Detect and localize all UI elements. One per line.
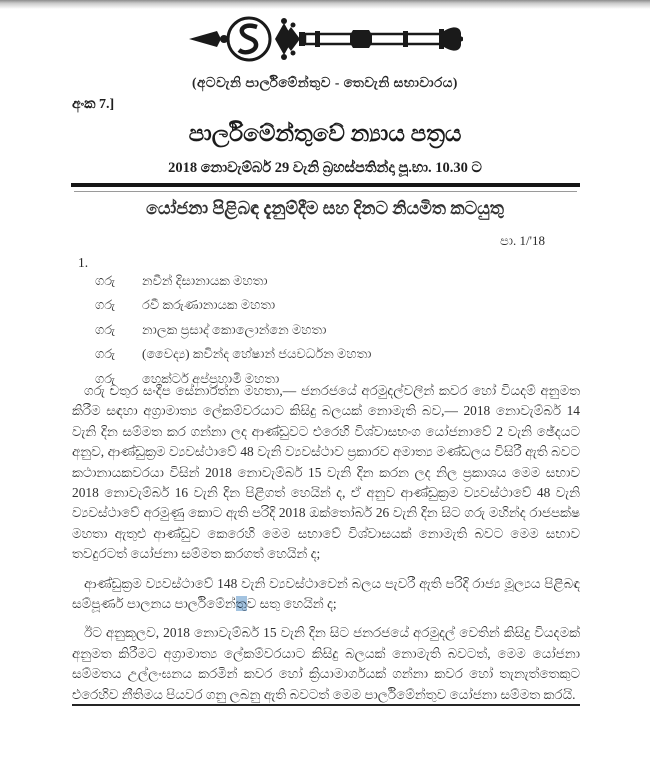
paragraph-2-text-after: ව සතු හෙයින් ද; bbox=[246, 596, 337, 612]
motion-paragraph-3: ඊට අනුකූලව, 2018 නොවැම්බර් 15 වැනි දින සිට ජනරජයේ අරමුදල් වෙතින් කිසිදු වියදමක් අනුමත කිරීමට අග්‍රාමාත්‍ය ලේකම්වරයාට කිසිදු බලයක් නොමැති බවටත්, මෙම යෝජනා සම්මතය උල්ලංඝනය කරමින් කවර හෝ ක්‍රියාමාර්ගයක් ගන්නා කවර හෝ තැනැත්තෙකුට එරෙහිව නීතිමය පියවර ගනු ලබනු ඇති බවටත් මෙම පාර්ලිමේන්තුව යෝජනා සම්මත කරයි. bbox=[72, 625, 580, 702]
reference-number: පා. 1/'18 bbox=[499, 233, 545, 248]
signatory-row bbox=[95, 297, 565, 321]
motion-body bbox=[72, 381, 580, 714]
signatory-row bbox=[95, 322, 565, 346]
honorific-label: ගරු bbox=[95, 370, 116, 386]
parliament-mace-icon bbox=[187, 13, 463, 72]
honorific-label: ගරු bbox=[95, 273, 116, 288]
footer-divider bbox=[72, 704, 580, 706]
mace-graphic-container bbox=[0, 13, 650, 72]
honorific-label: ගරු bbox=[95, 297, 116, 313]
search-highlighted-text: තු bbox=[235, 596, 247, 612]
motion-paragraph-2 bbox=[72, 574, 580, 615]
signatory-name: රවී කරුණානායක මහතා bbox=[142, 297, 276, 313]
signatory-name: නාලක ප්‍රසාද් කොලොන්නෙ මහතා bbox=[142, 321, 327, 337]
honorific-label: ගරු bbox=[95, 321, 116, 337]
signatory-list bbox=[95, 273, 565, 395]
signatory-name: හෙක්ටර් අප්පුහාමි මහතා bbox=[142, 370, 280, 386]
motion-paragraph-1: ගරු චතුර සංදීප සේනාරත්න මහතා,— ජනරජයේ අරමුදල්වලින් කවර හෝ වියදම් අනුමත කිරීම සඳහා අග්‍රාමාත්‍ය ලේකම්වරයාට කිසිදු බලයක් නොමැති බව,— 2018 නොවැම්බර් 14 වැනි දින සම්මත කර ගන්නා ලද ආණ්ඩුවට එරෙහි විශ්වාසභංග යෝජනාවේ 2 වැනි ඡේදයට අනුව, ආණ්ඩුක්‍රම ව්‍යවස්ථාවේ 48 වැනි ව්‍යවස්ථාව ප්‍රකාරව අමාත්‍ය මණ්ඩලය විසිරී ඇති බවට කථානායකවරයා විසින් 2018 නොවැම්බර් 15 වැනි දින කරන ලද නිල ප්‍රකාශය මෙම සභාව 2018 නොවැම්බර් 16 වැනි දින පිළිගත් හෙයින් ද, ඒ අනුව ආණ්ඩුක්‍රම ව්‍යවස්ථාවේ 48 වැනි ව්‍යවස්ථාවේ අරමුණු කොට ඇති පරිදි 2018 ඔක්තෝබර් 26 වැනි දින සිට ගරු මහින්ද රාජපක්ෂ මහතා ඇතුළු ආණ්ඩුව කෙරෙහි මෙම සභාවේ විශ්වාසයක් නොමැති බවට මෙම සභාව තවදුරටත් යෝජනා සම්මත කරගත් හෙයින් ද; bbox=[72, 383, 580, 562]
header-divider bbox=[71, 183, 580, 190]
issue-number: අංක 7.] bbox=[72, 97, 115, 112]
agenda-item-number: 1. bbox=[78, 255, 89, 270]
section-heading: යෝජනා පිළිබඳ දැනුම්දීම සහ දිනට නියමිත කටයුතු bbox=[146, 198, 504, 218]
sitting-date-line: 2018 නොවැම්බර් 29 වැනි බ්‍රහස්පතින්දා පූ.භා. 10.30 ට bbox=[168, 160, 482, 176]
signatory-row bbox=[95, 273, 565, 297]
page-top-edge-shadow bbox=[0, 0, 650, 9]
signatory-name: (වෛද්‍ය) කවින්ද හේෂාන් ජයවර්ධන මහතා bbox=[142, 346, 372, 362]
signatory-row bbox=[95, 346, 565, 370]
page-title: පාර්ලිමේන්තුවේ න්‍යාය පත්‍රය bbox=[188, 121, 462, 146]
signatory-name: නවීන් දිසානායක මහතා bbox=[142, 273, 268, 288]
parliament-session-line: (අටවැනි පාර්ලිමේන්තුව - තෙවැනි සභාවාරය) bbox=[192, 75, 458, 90]
honorific-label: ගරු bbox=[95, 346, 116, 362]
paragraph-2-text-before: ආණ්ඩුක්‍රම ව්‍යවස්ථාවේ 148 වැනි ව්‍යවස්ථාවෙන් බලය පැවරී ඇති පරිදි රාජ්‍ය මූල්‍යය පිළිබඳ සම්පූර්ණ පාලනය පාර්ලිමේන් bbox=[72, 575, 580, 612]
